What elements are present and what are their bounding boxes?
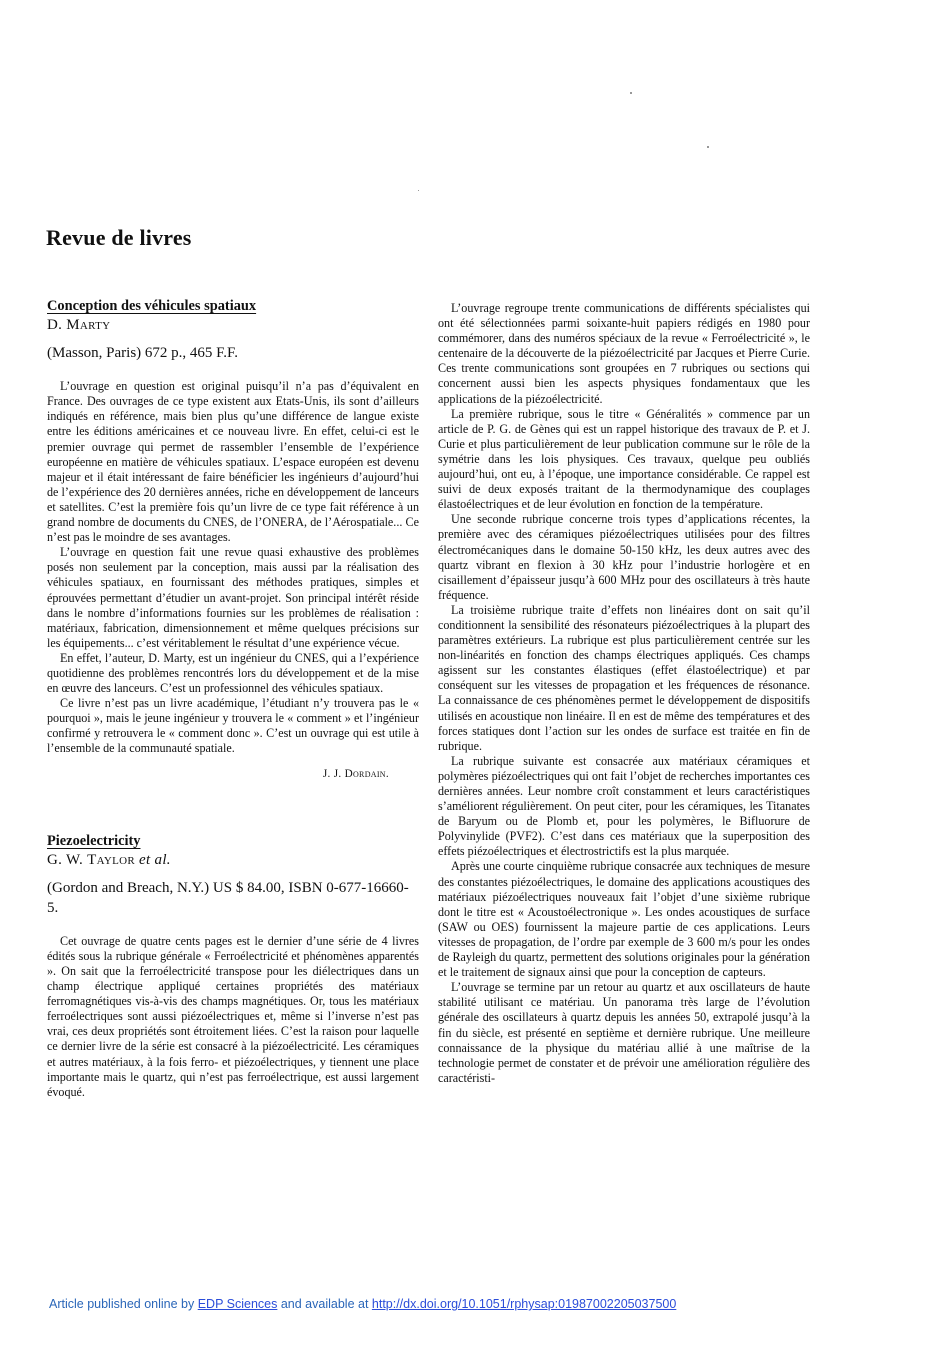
scan-speck [707, 146, 709, 148]
review-paragraph: Ce livre n’est pas un livre académique, l’étudiant n’y trouvera pas le « pourquoi », mais le jeune ingénieur y trouvera le « comment » et l’ingénieur confirmé y retrouvera le « comment donc ». C’est un ouvrage qui est utile à l’ensemble de la communauté spatiale. [47, 696, 419, 756]
review-author [47, 853, 419, 868]
review-paragraph: Une seconde rubrique concerne trois types d’applications récentes, la première avec des céramiques piézoélectriques utilisées pour des filtres électromécaniques dans le domaine 50-150 kHz, les deux autres avec des quartz vibrant en flexion à 30 kHz pour l’industrie horlogère et en cisaillement d’épaisseur jusqu’à 600 MHz pour des oscillateurs à très haute fréquence. [438, 512, 810, 602]
review-publisher: (Gordon and Breach, N.Y.) US $ 84.00, ISBN 0-677-16660-5. [47, 879, 409, 916]
review-title: Piezoelectricity [47, 832, 141, 849]
edp-sciences-link[interactable]: EDP Sciences [197, 1297, 278, 1311]
author-name: Taylor [87, 851, 135, 868]
footer-prefix: Article published online by [49, 1297, 198, 1311]
review-piezoelectricity [47, 834, 419, 1100]
left-column [47, 299, 419, 1100]
doi-link[interactable]: http://dx.doi.org/10.1051/rphysap:01987002205037500 [371, 1297, 677, 1311]
review-publisher: (Masson, Paris) 672 p., 465 F.F. [47, 345, 238, 362]
review-paragraph: Cet ouvrage de quatre cents pages est le dernier d’une série de 4 livres édités sous la rubrique générale « Ferroélectricité et phénomènes apparentés ». On sait que la ferroélectricité transpose pour les diélectriques dans un champ électrique appliqué certaines propriétés des matériaux ferromagnétiques vis-à-vis des champs magnétiques. Or, tous les matériaux ferroélectriques sont aussi piézoélectriques et, même si l’inverse n’est pas vrai, ces deux propriétés sont étroitement liées. C’est la raison pour laquelle ce dernier livre de la série est consacré à la piézoélectricité. Les céramiques et autres matériaux, à la fois ferro- et piézoélectriques, y tiennent une place importante mais le quartz, qui n’est pas ferroélectrique, est aussi largement évoqué. [47, 933, 419, 1099]
review-paragraph: L’ouvrage en question fait une revue quasi exhaustive des problèmes posés non seulement par la conception, mais aussi par la réalisation des véhicules spatiaux, en fournissant des méthodes pratiques, simples et éprouvées permettant d’étudier un avant-projet. Son principal intérêt réside dans le nombre d’informations fournies sur les problèmes de réalisation : matériaux, fabrication, dimensionnement et même quelques précisions sur les équipements... c’est véritablement le résultat d’une expérience vécue. [47, 545, 419, 650]
right-column [438, 301, 810, 1086]
page-title: Revue de livres [46, 224, 192, 250]
review-paragraph: L’ouvrage regroupe trente communications de différents spécialistes qui ont été sélectionnées parmi soixante-huit papiers rédigés en 1980 pour commémorer, dans des numéros spéciaux de la revue « Ferroélectricité », le centenaire de la découverte de la piézoélectricité par Jacques et Pierre Curie. Ces trente communications sont groupées en 7 rubriques ou sections qui concernent aussi bien les aspects physiques fondamentaux que les applications de la piézoélectricité. [438, 301, 810, 406]
review-author [47, 318, 419, 333]
review-paragraph: L’ouvrage en question est original puisqu’il n’a pas d’équivalent en France. Des ouvrages de ce type existent aux Etats-Unis, ils sont d’ailleurs indiqués en référence, mais bien plus qu’une différence de langue existe entre les éditions américaines et ce nouveau livre. En effet, celui-ci est le premier ouvrage qui permet de rassembler l’ensemble de l’expérience européenne en matière de véhicules spatiaux. L’espace européen est devenu majeur et il était intéressant de faire bénéficier les ingénieurs d’aujourd’hui de l’expérience des 20 dernières années, riche en développement de lanceurs et satellites. C’est la première fois qu’un livre de ce type fait référence à un grand nombre de documents du CNES, de l’ONERA, de l’Aérospatiale... Ce n’est pas le moindre de ses avantages. [47, 379, 419, 545]
review-paragraph: L’ouvrage se termine par un retour au quartz et aux oscillateurs de haute stabilité utilisant ce matériau. Un panorama très large de l’évolution générale des oscillateurs à quartz depuis les années 50, extrapolé jusqu’à la fin du siècle, est présenté en septième et dernière rubrique. Une meilleure connaissance de la physique du matériau allié à une maîtrise de la technologie permet de constater et de prévoir une amélioration régulière des caractéristi- [438, 980, 810, 1085]
review-paragraph: La rubrique suivante est consacrée aux matériaux céramiques et polymères piézoélectriques qui ont fait l’objet de recherches importantes ces dernières années. Leur nombre croît constamment et leurs caractéristiques s’améliorent régulièrement. On peut citer, pour les céramiques, les Titanates de Baryum ou de Plomb et, pour les polymères, le Bifluorure de Polyvinylide (PVF2). C’est dans ces matériaux que la superposition des effets piézoélectriques et électrostrictifs est la plus marquée. [438, 753, 810, 859]
review-paragraph: En effet, l’auteur, D. Marty, est un ingénieur du CNES, qui a l’expérience quotidienne des problèmes rencontrés lors du développement et de la mise en œuvre des lanceurs. C’est un professionnel des véhicules spatiaux. [47, 650, 419, 696]
footer-middle: and available at [277, 1297, 372, 1311]
scan-speck [630, 92, 632, 94]
review-conception-vehicules-spatiaux [47, 299, 419, 782]
author-initial: D. [47, 317, 67, 334]
review-paragraph: Après une courte cinquième rubrique consacrée aux techniques de mesure des constantes piézoélectriques, le domaine des applications acoustiques des matériaux piézoélectriques nouveaux fait l’objet d’une sixième rubrique dont le titre est « Acoustoélectronique ». Les ondes acoustiques de surface (SAW ou OES) fournissent la majeure partie de ces applications. Leurs vitesses de propagation, de l’ordre par exemple de 3 600 m/s pour les ondes de Rayleigh du quartz, permettent des solutions originales pour la génération et le traitement de signaux ainsi que pour la conception de capteurs. [438, 859, 810, 980]
scan-speck [418, 190, 419, 191]
review-title: Conception des véhicules spatiaux [47, 298, 257, 314]
author-suffix: et al. [135, 851, 171, 868]
review-paragraph: La première rubrique, sous le titre « Généralités » commence par un article de P. G. de Gènes qui est un rappel historique des travaux de P. et J. Curie et plus particulièrement de leur publication commune sur le rôle de la symétrie dans les lois physiques. Ces travaux, quelque peu oubliés aujourd’hui, ont eu, à l’époque, une importance considérable. Ce rappel est suivi de deux exposés traitant de la thermodynamique des couplages élastoélectriques et de leur évolution en fonction de la température. [438, 406, 810, 512]
author-initial: G. W. [47, 851, 88, 868]
publication-footer [49, 1297, 676, 1311]
author-name: Marty [66, 317, 111, 334]
review-paragraph: La troisième rubrique traite d’effets non linéaires dont on sait qu’il conditionnent la sensibilité des résonateurs piézoélectriques à la plupart des paramètres extérieurs. La rubrique est plus particulièrement centrée sur les non-linéarités en fonction des champs électriques appliqués. Ces champs agissent sur les constantes élastiques (effet élastoélectrique) et par conséquent sur les vitesses de propagation et les fréquences de résonance. La connaissance de ces phénomènes permet le développement de dispositifs utilisés en acoustique non linéaire. Il en est de même des températures et des forces statiques dont l’action sur les ondes de surface est traitée en fin de rubrique. [438, 602, 810, 753]
review-signature: J. J. Dordain. [322, 767, 389, 780]
